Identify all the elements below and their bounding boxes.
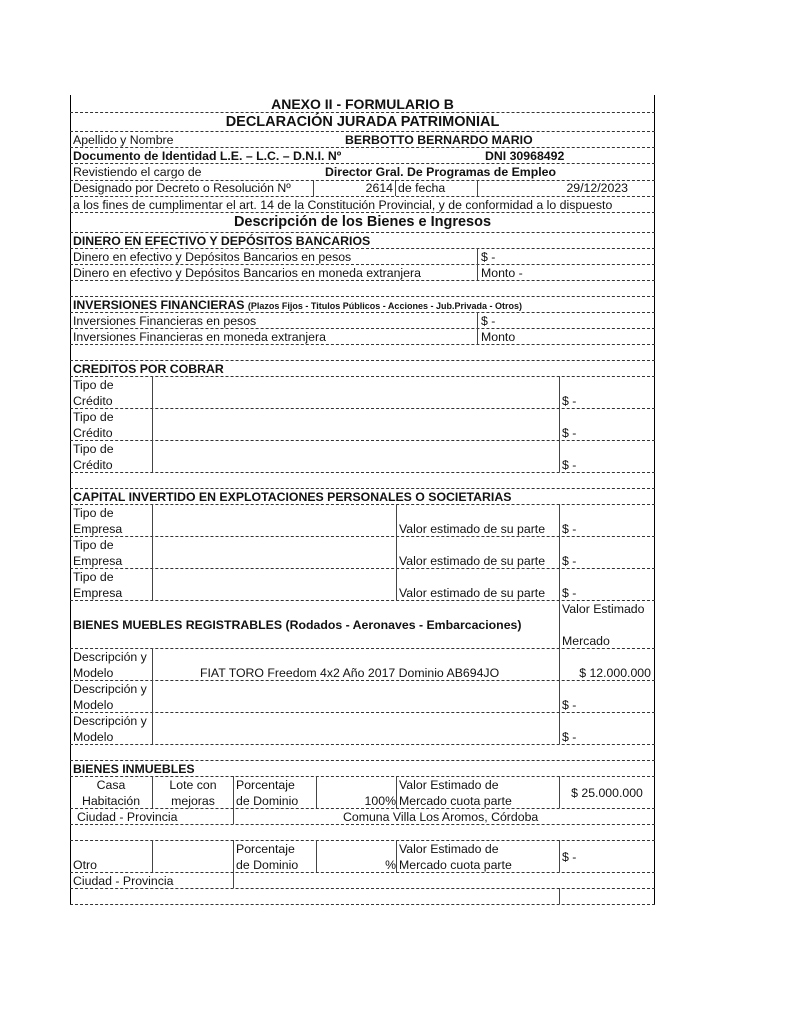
estimated-value-label: Mercado cuota parte — [399, 794, 512, 808]
column-divider — [152, 376, 153, 472]
divider — [70, 147, 655, 148]
column-divider — [152, 648, 153, 744]
movable-value: $ - — [562, 730, 577, 744]
market-value-header: Valor Estimado — [562, 602, 645, 616]
column-divider — [477, 312, 478, 344]
divider — [70, 472, 655, 473]
ownership-pct-label: Porcentaje — [236, 778, 295, 792]
position-label: Revistiendo el cargo de — [73, 165, 202, 179]
divider — [70, 776, 655, 777]
company-type-label: Empresa — [73, 554, 123, 568]
investments-pesos-label: Inversiones Financieras en pesos — [73, 314, 257, 328]
purpose-text: a los fines de cumplimentar el art. 14 de la Constitución Provincial, y de conformidad a lo dispuesto — [73, 198, 613, 212]
column-divider — [559, 888, 560, 904]
capital-value: $ - — [562, 522, 577, 536]
investments-foreign-value: Monto — [481, 330, 516, 344]
house-label: Habitación — [81, 794, 141, 808]
company-type-label: Empresa — [73, 586, 123, 600]
divider — [70, 712, 655, 713]
house-label: Casa — [96, 778, 126, 792]
divider — [70, 872, 655, 873]
divider — [70, 212, 655, 213]
movables-title: BIENES MUEBLES REGISTRABLES (Rodados - Aeronaves - Embarcaciones) — [73, 618, 522, 632]
divider — [70, 112, 655, 113]
company-type-label: Tipo de — [73, 570, 114, 584]
column-divider — [559, 840, 560, 872]
divider — [70, 440, 655, 441]
capital-title: CAPITAL INVERTIDO EN EXPLOTACIONES PERSONALES O SOCIETARIAS — [73, 490, 512, 504]
divider — [70, 408, 655, 409]
ownership-pct-value: 100% — [364, 794, 396, 808]
position-value: Director Gral. De Programas de Empleo — [325, 165, 556, 179]
credit-type-label: Crédito — [73, 394, 113, 408]
estimated-value-label: Valor Estimado de — [399, 778, 499, 792]
column-divider — [152, 504, 153, 600]
cash-foreign-value: Monto - — [481, 266, 523, 280]
divider — [70, 344, 655, 345]
ownership-pct-label: de Dominio — [236, 794, 299, 808]
cash-title: DINERO EN EFECTIVO Y DEPÓSITOS BANCARIOS — [73, 234, 371, 248]
column-divider — [559, 376, 560, 472]
vehicle-value: $ 12.000.000 — [579, 666, 651, 680]
cash-pesos-label: Dinero en efectivo y Depósitos Bancarios en pesos — [73, 250, 352, 264]
estimate-label: Valor estimado de su parte — [399, 554, 546, 568]
credit-value: $ - — [562, 394, 577, 408]
divider — [70, 824, 655, 825]
investments-header — [73, 298, 522, 313]
divider — [70, 488, 655, 489]
movable-desc-label: Descripción y — [73, 682, 147, 696]
divider — [70, 648, 655, 649]
cash-foreign-label: Dinero en efectivo y Depósitos Bancarios en moneda extranjera — [73, 266, 421, 280]
credit-type-label: Crédito — [73, 426, 113, 440]
lot-label: Lote con — [169, 778, 217, 792]
column-divider — [395, 180, 396, 196]
company-type-label: Tipo de — [73, 538, 114, 552]
city-label: Ciudad - Provincia — [77, 810, 178, 824]
column-divider — [396, 840, 397, 872]
divider — [70, 376, 655, 377]
divider — [70, 600, 655, 601]
divider — [70, 760, 655, 761]
ownership-pct-label: Porcentaje — [236, 842, 295, 856]
annex-heading: ANEXO II - FORMULARIO B — [271, 96, 454, 112]
movable-desc-label: Modelo — [73, 698, 114, 712]
divider — [70, 744, 655, 745]
decree-label: Designado por Decreto o Resolución Nº — [73, 181, 291, 195]
date-value: 29/12/2023 — [566, 181, 628, 195]
credit-value: $ - — [562, 426, 577, 440]
divider — [70, 840, 655, 841]
investments-title: INVERSIONES FINANCIERAS — [73, 298, 245, 312]
credit-type-label: Tipo de — [73, 378, 114, 392]
divider — [70, 536, 655, 537]
vehicle-description: FIAT TORO Freedom 4x2 Año 2017 Dominio AB694JO — [200, 666, 500, 680]
document-label: Documento de Identidad L.E. – L.C. – D.N.I. Nº — [73, 149, 342, 163]
credit-type-label: Crédito — [73, 458, 113, 472]
estimated-value-label: Valor Estimado de — [399, 842, 499, 856]
movable-desc-label: Descripción y — [73, 714, 147, 728]
divider — [70, 904, 655, 905]
other-value: $ - — [562, 850, 577, 864]
name-value: BERBOTTO BERNARDO MARIO — [345, 133, 533, 147]
movable-desc-label: Descripción y — [73, 650, 147, 664]
ownership-pct-label: de Dominio — [236, 858, 299, 872]
credit-value: $ - — [562, 458, 577, 472]
investments-subtitle: (Plazos Fijos - Titulos Públicos - Acciones - Jub.Privada - Otros) — [247, 301, 522, 311]
lot-label: mejoras — [171, 794, 215, 808]
divider — [70, 680, 655, 681]
realestate-title: BIENES INMUEBLES — [73, 762, 195, 776]
estimate-label: Valor estimado de su parte — [399, 522, 546, 536]
column-divider — [152, 840, 153, 872]
column-divider — [233, 840, 234, 888]
credit-type-label: Tipo de — [73, 410, 114, 424]
column-divider — [396, 776, 397, 808]
divider — [70, 131, 655, 132]
divider — [70, 360, 655, 361]
divider — [70, 163, 655, 164]
divider — [70, 296, 655, 297]
company-type-label: Tipo de — [73, 506, 114, 520]
decree-number: 2614 — [365, 181, 393, 195]
divider — [70, 328, 655, 329]
divider — [70, 232, 655, 233]
column-divider — [559, 504, 560, 600]
company-type-label: Empresa — [73, 522, 123, 536]
divider — [70, 568, 655, 569]
column-divider — [477, 248, 478, 280]
movable-desc-label: Modelo — [73, 730, 114, 744]
estimated-value-label: Mercado cuota parte — [399, 858, 512, 872]
credit-type-label: Tipo de — [73, 442, 114, 456]
investments-pesos-value: $ - — [481, 314, 496, 328]
capital-value: $ - — [562, 554, 577, 568]
divider — [70, 248, 655, 249]
document-value: DNI 30968492 — [485, 149, 565, 163]
realestate-value: $ 25.000.000 — [571, 786, 643, 800]
movable-value: $ - — [562, 698, 577, 712]
estimate-label: Valor estimado de su parte — [399, 586, 546, 600]
city-label: Ciudad - Provincia — [73, 874, 174, 888]
ownership-pct-value: % — [385, 858, 396, 872]
assets-title: Descripción de los Bienes e Ingresos — [233, 214, 492, 230]
divider — [70, 196, 655, 197]
market-value-header: Mercado — [562, 634, 610, 648]
date-label: de fecha — [398, 181, 446, 195]
divider — [70, 280, 655, 281]
city-value: Comuna Villa Los Aromos, Córdoba — [343, 810, 539, 824]
form-title: DECLARACIÓN JURADA PATRIMONIAL — [225, 114, 500, 130]
movable-desc-label: Modelo — [73, 666, 114, 680]
other-label: Otro — [73, 858, 97, 872]
divider — [70, 808, 655, 809]
investments-foreign-label: Inversiones Financieras en moneda extranjera — [73, 330, 326, 344]
name-label: Apellido y Nombre — [73, 133, 174, 147]
credits-title: CREDITOS POR COBRAR — [73, 362, 224, 376]
divider — [70, 264, 655, 265]
column-divider — [396, 504, 397, 600]
divider — [70, 504, 655, 505]
capital-value: $ - — [562, 586, 577, 600]
divider — [70, 888, 655, 889]
column-divider — [233, 776, 234, 824]
cash-pesos-value: $ - — [481, 250, 496, 264]
